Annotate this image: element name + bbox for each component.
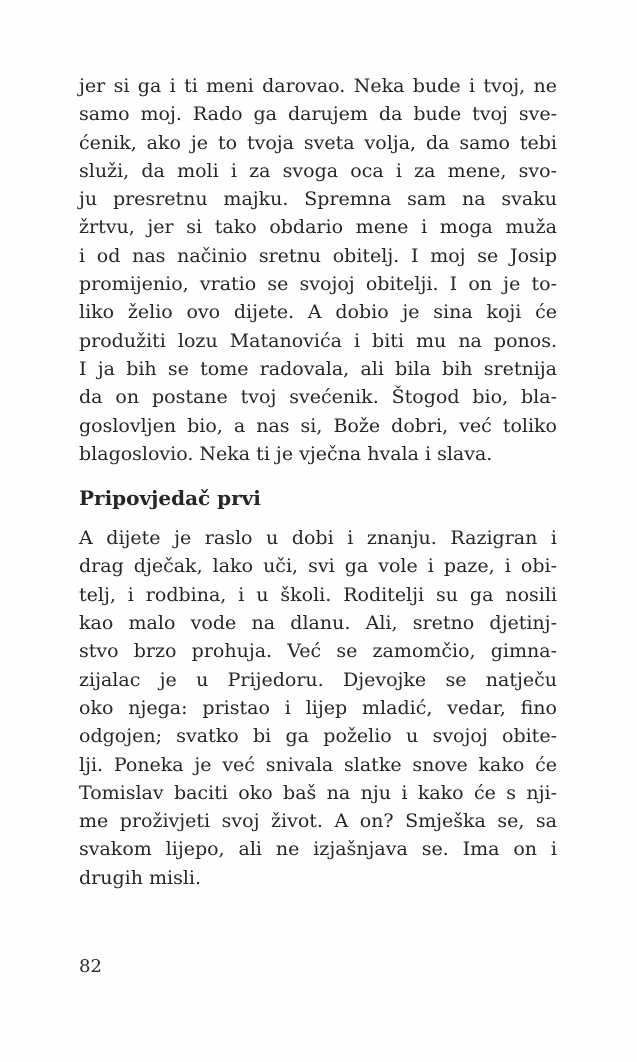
- text-line: svakom lijepo, ali ne izjašnjava se. Ima on i: [79, 838, 557, 861]
- text-block: [79, 72, 557, 892]
- page-number: 82: [79, 956, 102, 977]
- text-line: samo moj. Rado ga darujem da bude tvoj sve-: [79, 103, 557, 126]
- text-line: liko želio ovo dijete. A dobio je sina koji će: [79, 301, 557, 324]
- text-line: oko njega: pristao i lijep mladić, vedar, fino: [79, 696, 557, 719]
- section-heading: Pripovjedač prvi: [79, 486, 261, 511]
- text-line: odgojen; svatko bi ga poželio u svojoj obite-: [79, 725, 557, 748]
- text-line: da on postane tvoj svećenik. Štogod bio, bla-: [79, 386, 557, 409]
- text-line: i od nas načinio sretnu obitelj. I moj se Josip: [79, 244, 557, 267]
- text-line: goslovljen bio, a nas si, Bože dobri, već toliko: [79, 414, 557, 437]
- text-line: stvo brzo prohuja. Već se zamomčio, gimna-: [79, 640, 557, 663]
- text-line: Tomislav baciti oko baš na nju i kako će s nji-: [79, 781, 557, 804]
- paragraph-monologue: [79, 72, 557, 468]
- text-line: A dijete je raslo u dobi i znanju. Razigran i: [79, 527, 557, 550]
- text-line: kao malo vode na dlanu. Ali, sretno djetinj-: [79, 612, 557, 635]
- text-line: I ja bih se tome radovala, ali bila bih sretnija: [79, 357, 557, 380]
- text-line: jer si ga i ti meni darovao. Neka bude i tvoj, ne: [79, 75, 557, 97]
- text-line: blagoslovio. Neka ti je vječna hvala i slava.: [79, 442, 493, 465]
- text-line: žrtvu, jer si tako obdario mene i moga muža: [79, 216, 557, 239]
- text-line: drugih misli.: [79, 866, 202, 889]
- text-line: me proživjeti svoj život. A on? Smješka se, sa: [79, 810, 557, 833]
- text-line: promijenio, vratio se svojoj obitelji. I on je to-: [79, 273, 557, 296]
- text-line: lji. Poneka je već snivala slatke snove kako će: [79, 753, 557, 776]
- paragraph-narrator: [79, 524, 557, 892]
- text-line: drag dječak, lako uči, svi ga vole i paze, i obi-: [79, 555, 557, 578]
- text-line: ćenik, ako je to tvoja sveta volja, da samo tebi: [79, 131, 557, 154]
- text-line: telj, i rodbina, i u školi. Roditelji su ga nosili: [79, 583, 557, 606]
- text-line: produžiti lozu Matanovića i biti mu na ponos.: [79, 329, 557, 352]
- text-line: ju presretnu majku. Spremna sam na svaku: [79, 188, 557, 211]
- text-line: služi, da moli i za svoga oca i za mene, svo-: [79, 159, 557, 182]
- text-line: zijalac je u Prijedoru. Djevojke se natječu: [79, 668, 557, 691]
